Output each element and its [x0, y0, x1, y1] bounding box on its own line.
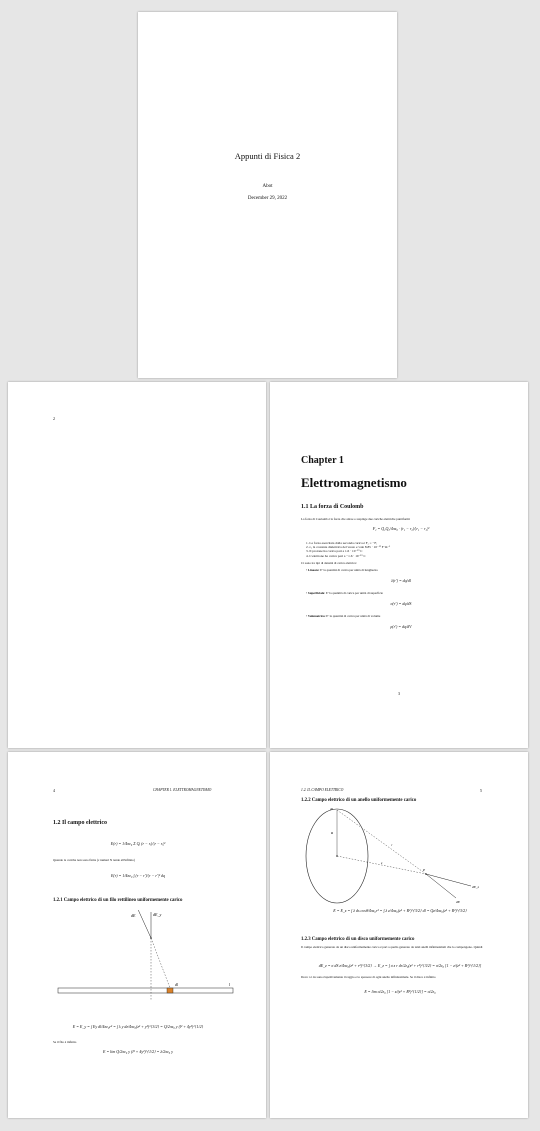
list-item: 2. ε₀ la costante dielettrica del vuoto e vale 8.85 · 10⁻¹² F·m⁻¹	[306, 545, 391, 550]
page-3	[270, 382, 528, 748]
density-volume: • Volumetrica: E' la quantità di carica per unità di volume	[306, 614, 381, 618]
title-page	[138, 12, 397, 378]
subsection-heading: 1.2.3 Campo elettrico di un disco uniformemente carico	[301, 937, 415, 942]
page-number: 3	[398, 691, 400, 696]
density-text: : E' la quantità di carica per unità di volume	[324, 614, 381, 618]
field-sum-equation: E(r) = 1/4πε₀ Σ Qᵢ (r − rᵢ)/|r − rᵢ|³	[110, 841, 166, 846]
infinite-wire-equation: E = lim Q/2πε₀ y (l² + 4y²)^{1/2} = λ/2πε₀ y	[103, 1049, 173, 1054]
distance-line	[151, 938, 170, 988]
point-P	[150, 937, 152, 939]
density-text: : E' la quantità di carica per unità di superficie	[324, 591, 383, 595]
density-label: Lineare	[307, 568, 319, 572]
charged-wire	[58, 988, 233, 993]
document-date: December 29, 2022	[247, 196, 288, 201]
dE-label: dE	[131, 913, 136, 918]
page-number: 5	[480, 788, 482, 793]
chapter-label: Chapter 1	[301, 455, 344, 466]
section-heading: 1.1 La forza di Coulomb	[301, 504, 364, 510]
density-text: : E' la quantità di carica per unità di lunghezza	[318, 568, 378, 572]
density-linear: • Lineare: E' la quantità di carica per unità di lunghezza	[306, 568, 378, 572]
document-title: Appunti di Fisica 2	[234, 151, 301, 161]
r-label: r	[391, 843, 393, 847]
paragraph: Dove r è da sono rispettivamente il raggio e lo spessore di ogni anello infinitesimale. Se il disco è infinito	[301, 975, 436, 979]
point-P	[425, 873, 427, 875]
page-2	[8, 382, 266, 748]
coulomb-notes-list	[306, 541, 496, 558]
wire-field-equation: E = E_y = ∫ Ey dl/4πε₀r² = ∫ λ y dz/4πε₀(z² + y²)^{3/2} = Q/2πε₀ y (l² + 4y²)^{1/2}	[72, 1024, 204, 1029]
coulomb-equation: F₁ = Q₁Q₂/4πε₀ · (r₁ − r₂)/|r₁ − r₂|³	[372, 526, 430, 531]
dEz-label: dE_z	[472, 885, 479, 889]
charge-element	[167, 988, 173, 993]
ring-field-equation: E = E_z = ∫ λ ds cosθ/4πε₀r² = ∫ λ z/4πε₀(z² + R²)^{3/2} dl = Qz/4πε₀(z² + R²)^{3/2}	[333, 908, 467, 913]
list-item: 1. La forza esercitata dalla seconda carica è F₂ = −F₁	[306, 541, 378, 545]
l-label: l	[229, 982, 231, 987]
axis-line	[337, 856, 426, 874]
page-number: 2	[53, 416, 55, 421]
intro-paragraph: La forza di Coulomb è la forza che attrae o respinge due cariche elettriche puntiformi	[301, 517, 410, 521]
dE-vector	[136, 910, 151, 938]
dE-vector	[426, 874, 456, 898]
chapter-title: Elettromagnetismo	[301, 475, 407, 490]
density-label: Volumetrica	[307, 614, 325, 618]
page-4	[8, 752, 266, 1118]
ring-field-figure	[301, 806, 491, 906]
paragraph: Il campo elettrico generato da un disco uniformemente carico è pari a quello generato da tanti anelli infinitesimali che lo compongono. Quindi	[301, 945, 483, 949]
page-number: 4	[53, 788, 55, 793]
page-5	[270, 752, 528, 1118]
subsection-heading: 1.2.2 Campo elettrico di un anello uniformemente carico	[301, 798, 417, 803]
wire-field-figure	[53, 910, 243, 1010]
density-formula: ρ(r′) = dq/dV	[390, 624, 412, 629]
list-item: 3. Il protone ha carica pari a 1.6 · 10⁻¹⁹ C	[306, 549, 363, 554]
paragraph: Quando le cariche non sono finite (ε numeri N tende all'infinito)	[53, 858, 135, 862]
document-author: Abot	[262, 184, 273, 189]
field-integral-equation: E(r) = 1/4πε₀ ∫ (r − r′)/|r − r′|³ dq	[110, 873, 166, 878]
list-item: 4. L'elettrone ha carica pari a −1.6 · 10⁻¹⁹ C	[306, 553, 366, 558]
dE-label: dE	[456, 900, 460, 904]
density-formula: λ(r′) = dq/dl	[391, 578, 411, 583]
section-heading: 1.2 Il campo elettrico	[53, 820, 107, 826]
density-surface: • Superficiale: E' la quantità di carica per unità di superficie	[306, 591, 383, 595]
density-intro: Ci sono tre tipi di densità di carica elettrica:	[301, 561, 357, 565]
paragraph: Se il filo è infinito	[53, 1040, 77, 1044]
P-label: P	[423, 868, 426, 872]
z-label: z	[381, 861, 383, 865]
R-label: R	[331, 831, 334, 835]
dEy-label: dE_y	[153, 912, 162, 917]
density-formula: σ(r′) = dq/dS	[390, 601, 412, 606]
density-label: Superficiale	[307, 591, 325, 595]
dEz-vector	[426, 874, 471, 886]
subsection-heading: 1.2.1 Campo elettrico di un filo rettilineo uniformemente carico	[53, 898, 183, 903]
running-header: 1.2. IL CAMPO ELETTRICO	[301, 788, 344, 792]
dl-label: dl	[330, 807, 333, 811]
dl-label: dl	[175, 982, 179, 987]
infinite-disk-equation: E = lim σ/2ε₀ [1 − z/(z² + R²)^{1/2}] = σ/2ε₀	[364, 989, 436, 994]
disk-field-equation: dE_z = σ dS z/4πε₀(z² + r²)^{3/2} → E_z = ∫ σ z r dr/2ε₀(z² + r²)^{3/2} = σ/2ε₀ [1 − z/(z² + R²)^{1/2}]	[318, 963, 482, 968]
running-header: CHAPTER 1. ELETTROMAGNETISMO	[153, 788, 212, 792]
